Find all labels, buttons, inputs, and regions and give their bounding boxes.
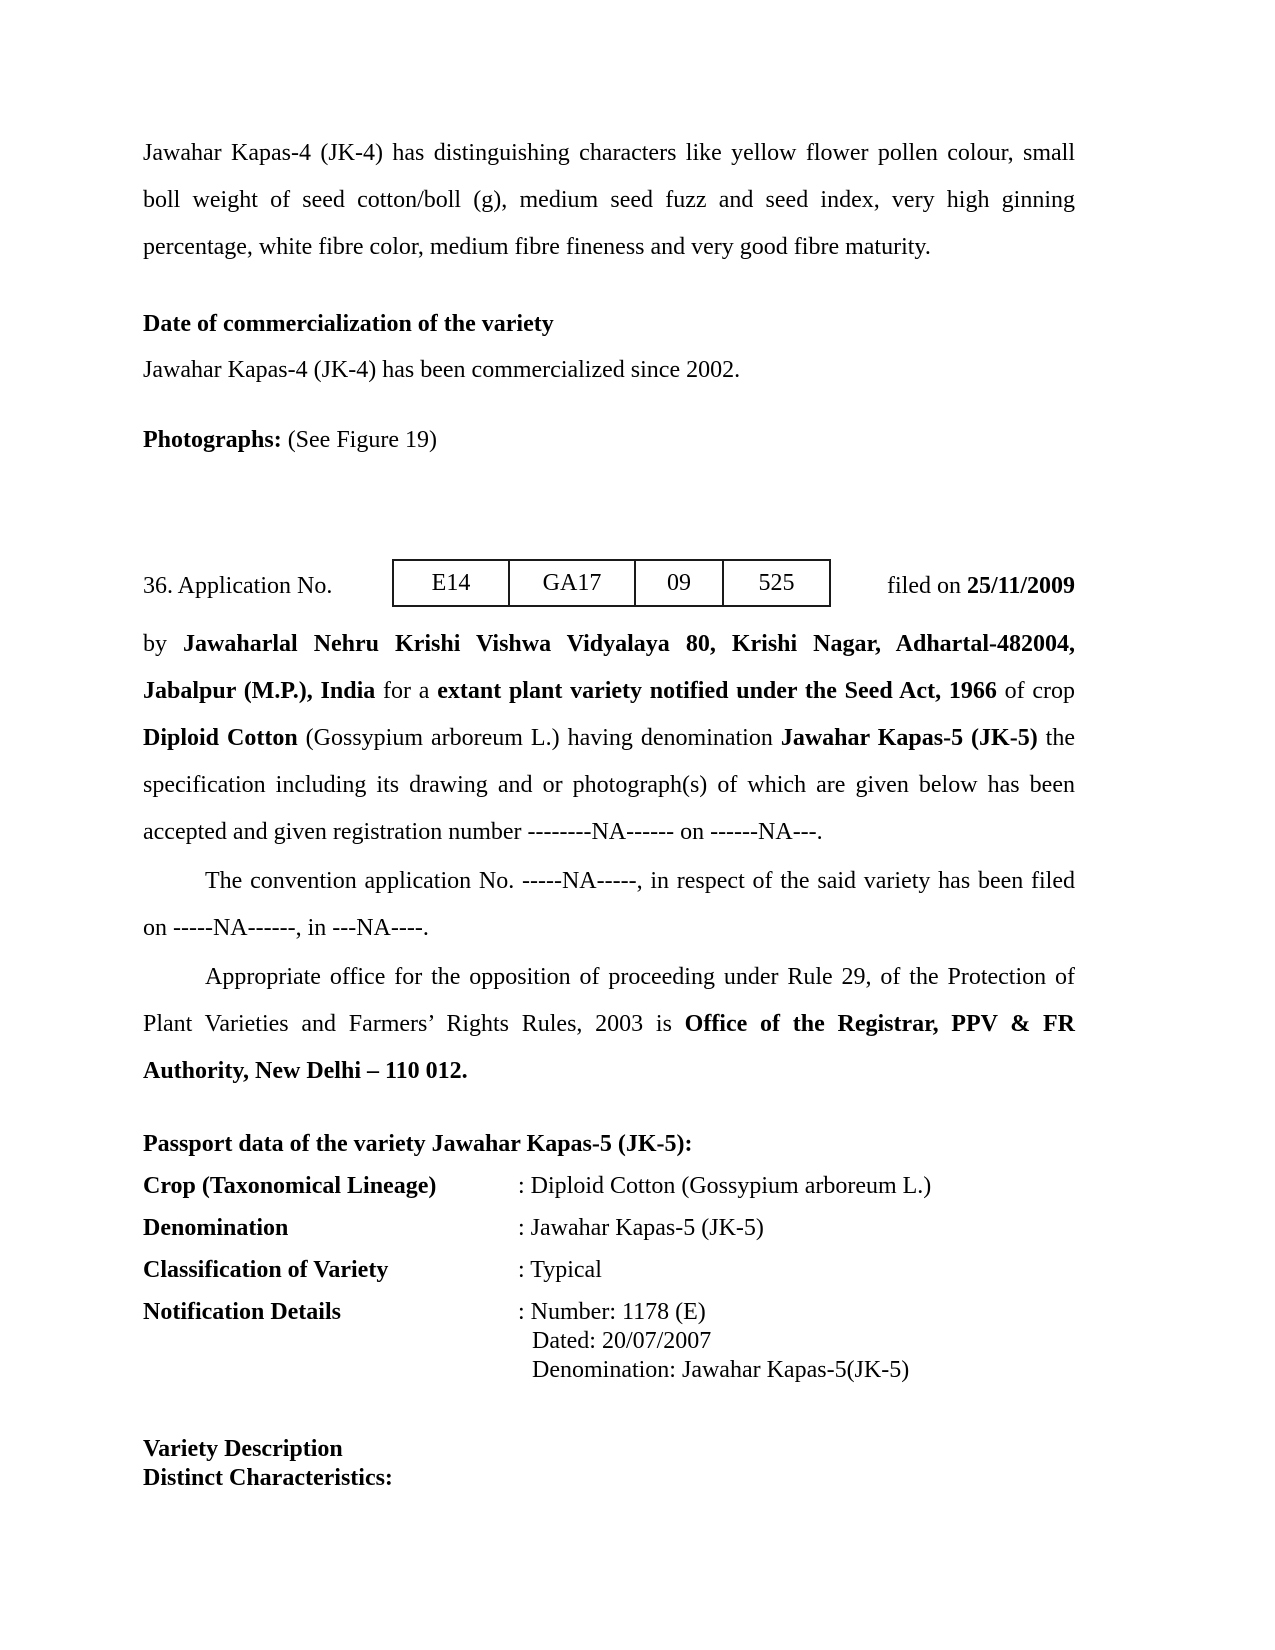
application-code-cell: 09: [634, 561, 722, 605]
application-number-label: 36. Application No.: [143, 573, 333, 599]
passport-row-denomination: [143, 1214, 1075, 1243]
passport-label-classification: Classification of Variety: [143, 1257, 389, 1283]
application-code-cell: E14: [431, 569, 471, 596]
passport-row-notification: [143, 1298, 1075, 1385]
passport-label-notification: Notification Details: [143, 1299, 341, 1325]
applicant-name: Jawaharlal Nehru Krishi Vishwa Vidyalaya 80, Krishi Nagar, Adhartal-482004, Jabalpur (M.P.), India: [143, 631, 1075, 704]
passport-heading: Passport data of the variety Jawahar Kapas-5 (JK-5):: [143, 1131, 693, 1157]
photographs-text: (See Figure 19): [281, 427, 437, 453]
passport-value-notification: [518, 1298, 1075, 1385]
filed-on-text: [887, 571, 1075, 601]
grant-paragraph: [143, 621, 1075, 856]
registrar-office: Office of the Registrar, PPV & FR Authority, New Delhi – 110 012.: [143, 1011, 1075, 1084]
application-number-row: [143, 559, 1075, 607]
variety-type: extant plant variety notified under the Seed Act, 1966: [437, 678, 997, 704]
notification-denomination: Denomination: Jawahar Kapas-5(JK-5): [532, 1357, 910, 1383]
passport-value-classification: : Typical: [518, 1257, 602, 1283]
grant-segment: (Gossypium arboreum L.) having denomination: [297, 725, 781, 751]
application-code-cell: GA17: [508, 561, 634, 605]
passport-value-denomination: : Jawahar Kapas-5 (JK-5): [518, 1215, 764, 1241]
commercialization-text: Jawahar Kapas-4 (JK-4) has been commercialized since 2002.: [143, 357, 741, 383]
notification-number: : Number: 1178 (E): [518, 1299, 706, 1325]
photographs-label: Photographs:: [143, 427, 282, 453]
passport-value-crop: : Diploid Cotton (Gossypium arboreum L.): [518, 1173, 932, 1199]
notification-date: Dated: 20/07/2007: [532, 1328, 712, 1354]
opposition-paragraph: [143, 954, 1075, 1095]
convention-text: The convention application No. -----NA-----, in respect of the said variety has been filed on -----NA------, in ---NA----.: [143, 868, 1075, 941]
intro-paragraph-text: Jawahar Kapas-4 (JK-4) has distinguishing characters like yellow flower pollen colour, small boll weight of seed cotton/boll (g), medium seed fuzz and seed index, very high ginning percentage, white fibre color, medium fibre fineness and very good fibre maturity.: [143, 140, 1075, 260]
intro-paragraph: [143, 130, 1075, 271]
grant-segment: of crop: [996, 678, 1076, 704]
variety-description-block: [143, 1435, 1075, 1493]
filed-on-date: 25/11/2009: [966, 573, 1075, 599]
passport-label-denomination: Denomination: [143, 1215, 289, 1241]
denomination-name: Jawahar Kapas-5 (JK-5): [780, 725, 1038, 751]
grant-segment: for a: [375, 678, 438, 704]
filed-on-prefix: filed on: [887, 573, 967, 599]
convention-paragraph: [143, 858, 1075, 952]
distinct-characteristics-heading: Distinct Characteristics:: [143, 1465, 393, 1491]
crop-name: Diploid Cotton: [143, 725, 298, 751]
passport-row-classification: [143, 1256, 1075, 1285]
photographs-line: [143, 425, 1075, 455]
variety-description-heading: Variety Description: [143, 1436, 343, 1462]
application-code-cell: 525: [722, 561, 829, 605]
grant-segment: by: [143, 631, 184, 657]
passport-row-crop: [143, 1172, 1075, 1201]
passport-label-crop: Crop (Taxonomical Lineage): [143, 1173, 437, 1199]
opposition-segment: Appropriate office for the opposition of proceeding under Rule 29, of the Protection of Plant Varieties and Farmers’ Rights Rules, 2003 is: [143, 964, 1075, 1037]
grant-segment: the specification including its drawing and or photograph(s) of which are given below has been accepted and given registration number --------NA------ on ------NA---.: [143, 725, 1076, 845]
commercialization-heading: Date of commercialization of the variety: [143, 311, 554, 337]
application-code-table: [392, 559, 831, 607]
